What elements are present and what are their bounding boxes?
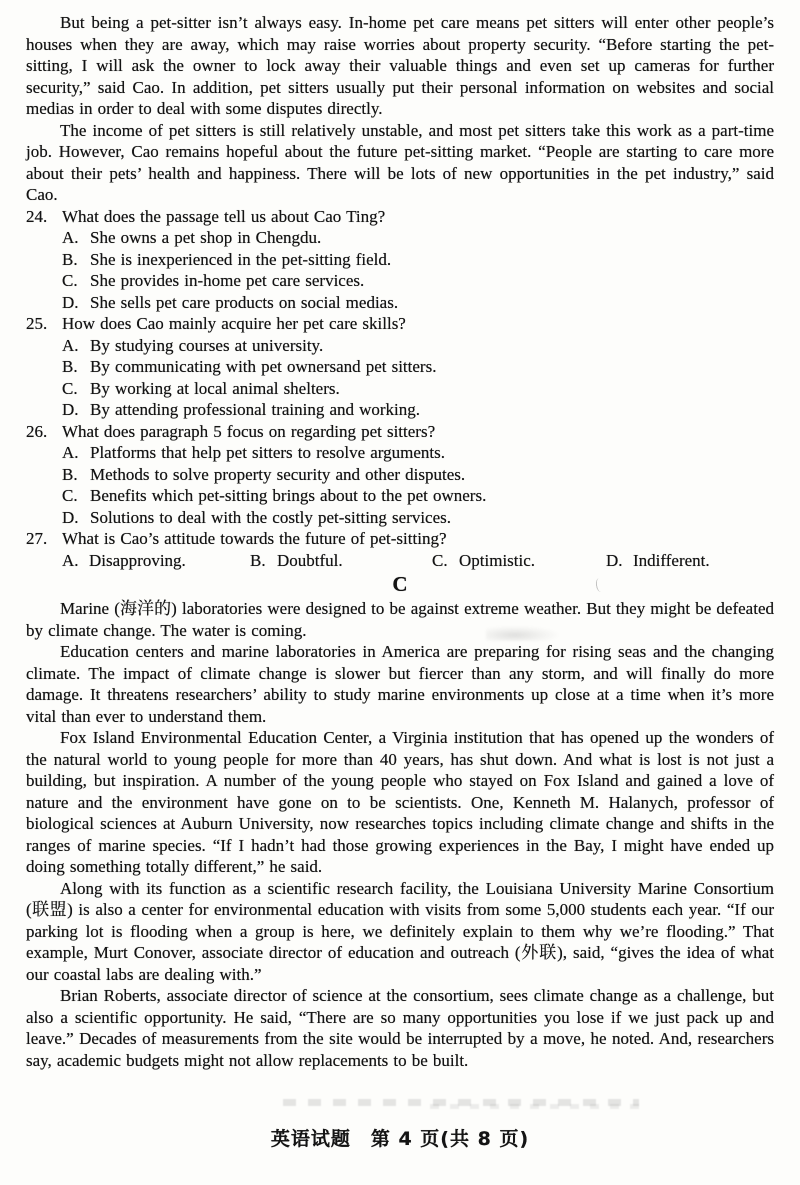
option-c <box>62 378 774 400</box>
option-letter: D. <box>62 507 79 527</box>
option-letter: A. <box>62 550 79 570</box>
question-26 <box>26 421 774 529</box>
option-text: Benefits which pet-sitting brings about to the pet owners. <box>90 486 487 505</box>
question-number: 25. <box>26 314 48 333</box>
option-letter: B. <box>62 249 78 269</box>
question-text: What does paragraph 5 focus on regarding pet sitters? <box>62 421 436 441</box>
passage-paragraph: Along with its function as a scientific research facility, the Louisiana University Marine Consortium (联盟) is also a center for environmental education with visits from some 5,000 students each year. “If our parking lot is flooding when a group is here, we definitely explain to them why we’re flooding.” That example, Murt Conover, associate director of education and outreach (外联), said, “gives the idea of what our coastal labs are dealing with.” <box>26 878 774 984</box>
question-text: How does Cao mainly acquire her pet care skills? <box>62 314 406 333</box>
option-letter: B. <box>62 464 78 484</box>
option-letter: C. <box>62 378 78 398</box>
option-a <box>62 442 774 464</box>
passage-paragraph: Marine (海洋的) laboratories were designed to be against extreme weather. But they might be defeated by climate change. The water is coming. <box>26 599 774 640</box>
passage-paragraph: The income of pet sitters is still relatively unstable, and most pet sitters take this work as a part-time job. However, Cao remains hopeful about the future pet-sitting market. “People are starting to care more about their pets’ health and happiness. There will be lots of new opportunities in the pet industry,” said Cao. <box>26 120 774 204</box>
option-text: She owns a pet shop in Chengdu. <box>90 228 322 247</box>
option-text: She is inexperienced in the pet-sitting field. <box>90 249 392 269</box>
option-text: Methods to solve property security and other disputes. <box>90 464 466 484</box>
option-text: Optimistic. <box>459 550 536 570</box>
option-b <box>62 356 774 378</box>
question-25 <box>26 313 774 421</box>
option-letter: A. <box>62 228 79 247</box>
option-text: By working at local animal shelters. <box>90 378 340 398</box>
option-b <box>62 249 774 271</box>
option-letter: A. <box>62 335 79 355</box>
question-text: What is Cao’s attitude towards the future of pet-sitting? <box>62 529 447 548</box>
passage-paragraph: Education centers and marine laboratories in America are preparing for rising seas and the changing climate. The impact of climate change is slower but fiercer than any storm, and will finally do more damage. It threatens researchers’ ability to study marine environments up close at a time when it’s more vital than ever to understand them. <box>26 642 774 726</box>
option-c <box>62 485 774 507</box>
question-text: What does the passage tell us about Cao Ting? <box>62 206 386 226</box>
option-text: Platforms that help pet sitters to resolve arguments. <box>90 443 446 462</box>
question-number: 26. <box>26 421 48 441</box>
option-d <box>62 507 774 529</box>
question-24 <box>26 206 774 314</box>
option-text: She sells pet care products on social medias. <box>90 292 399 312</box>
option-letter: C. <box>62 271 78 290</box>
option-letter: B. <box>250 550 266 570</box>
question-number: 24. <box>26 206 48 226</box>
passage-paragraph: But being a pet-sitter isn’t always easy. In-home pet care means pet sitters will enter other people’s houses when they are away, which may raise worries about property security. “Before starting the pet-sitting, I will ask the owner to lock away their valuable things and even set up cameras for further security,” said Cao. In addition, pet sitters usually put their personal information on websites and social medias in order to deal with some disputes directly. <box>26 13 774 118</box>
question-27 <box>26 528 774 571</box>
option-text: Doubtful. <box>277 550 343 570</box>
question-number: 27. <box>26 529 48 548</box>
option-d <box>62 292 774 314</box>
option-a <box>62 227 774 249</box>
option-c <box>62 270 774 292</box>
option-text: She provides in-home pet care services. <box>90 271 365 290</box>
passage-paragraph: Fox Island Environmental Education Center, a Virginia institution that has opened up the wonders of the natural world to young people for more than 40 years, has shut down. And what is lost is not just a building, but inspiration. A number of the young people who stayed on Fox Island and gained a love of nature and the environment have gone on to be scientists. One, Kenneth M. Halanych, professor of biological sciences at Auburn University, now researches topics including climate change and shifts in the ranges of marine species. “If I hadn’t had those growing experiences in the Bay, I might have ended up doing something totally different,” he said. <box>26 728 774 876</box>
option-text: Solutions to deal with the costly pet-sitting services. <box>90 507 452 527</box>
option-d <box>606 550 774 572</box>
option-letter: C. <box>62 486 78 505</box>
option-letter: A. <box>62 443 79 462</box>
option-c <box>432 550 606 572</box>
section-heading-c: C <box>392 572 408 596</box>
option-b <box>62 464 774 486</box>
option-a <box>62 335 774 357</box>
option-letter: D. <box>606 550 623 570</box>
option-letter: C. <box>432 550 448 570</box>
option-text: By communicating with pet ownersand pet sitters. <box>90 357 437 376</box>
option-text: By attending professional training and working. <box>90 400 421 419</box>
option-d <box>62 399 774 421</box>
option-letter: D. <box>62 400 79 419</box>
option-a <box>62 550 250 572</box>
page-footer: 英语试题 第 4 页(共 8 页) <box>270 1128 530 1150</box>
option-text: Disapproving. <box>89 550 186 570</box>
option-text: By studying courses at university. <box>90 335 324 355</box>
passage-paragraph: Brian Roberts, associate director of science at the consortium, sees climate change as a challenge, but also a scientific opportunity. He said, “There are so many opportunities you lose if we just pack up and leave.” Decades of measurements from the site would be interrupted by a move, he noted. And, researchers say, academic budgets might not allow replacements to be built. <box>26 986 774 1070</box>
option-text: Indifferent. <box>633 550 710 570</box>
option-letter: D. <box>62 292 79 312</box>
option-b <box>250 550 432 572</box>
option-letter: B. <box>62 357 78 376</box>
